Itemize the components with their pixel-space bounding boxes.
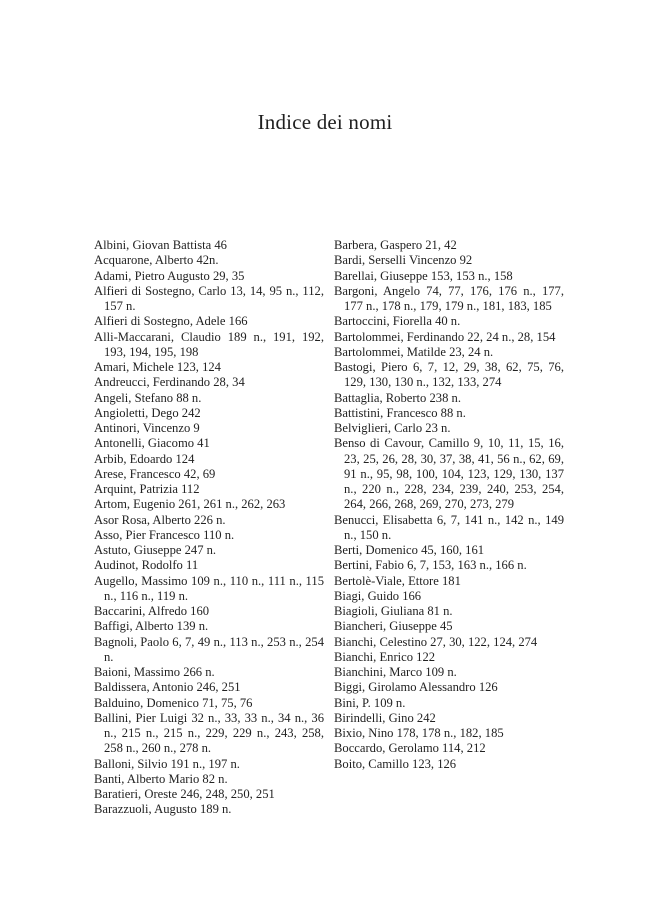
index-entry: Augello, Massimo 109 n., 110 n., 111 n., 115 n., 116 n., 119 n. bbox=[94, 573, 324, 603]
index-entry: Berti, Domenico 45, 160, 161 bbox=[334, 543, 485, 557]
index-entry: Arquint, Patrizia 112 bbox=[94, 482, 200, 496]
index-entry: Bartolommei, Ferdinando 22, 24 n., 28, 154 bbox=[334, 329, 556, 344]
index-entry: Biagi, Guido 166 bbox=[334, 588, 422, 603]
index-entry: Arese, Francesco 42, 69 bbox=[94, 466, 216, 481]
index-entry: Baldissera, Antonio 246, 251 bbox=[94, 680, 241, 695]
index-entry: Baratieri, Oreste 246, 248, 250, 251 bbox=[94, 787, 275, 801]
index-entry: Alli-Maccarani, Claudio 189 n., 191, 192, 193, 194, 195, 198 bbox=[94, 329, 324, 359]
index-entry: Antonelli, Giacomo 41 bbox=[94, 436, 210, 451]
index-entry: Balloni, Silvio 191 n., 197 n. bbox=[94, 756, 240, 771]
index-entry: Acquarone, Alberto 42n. bbox=[94, 253, 219, 268]
index-entry: Amari, Michele 123, 124 bbox=[94, 360, 221, 374]
index-entry: Bertini, Fabio 6, 7, 153, 163 n., 166 n. bbox=[334, 558, 527, 573]
index-entry: Angeli, Stefano 88 n. bbox=[94, 390, 202, 405]
index-entry: Adami, Pietro Augusto 29, 35 bbox=[94, 268, 245, 283]
index-entry: Boito, Camillo 123, 126 bbox=[334, 756, 457, 771]
index-entry: Bagnoli, Paolo 6, 7, 49 n., 113 n., 253 n., 254 n. bbox=[94, 634, 324, 664]
index-entry: Bertolè-Viale, Ettore 181 bbox=[334, 573, 461, 588]
index-entry: Battistini, Francesco 88 n. bbox=[334, 405, 466, 420]
index-entry: Barazzuoli, Augusto 189 n. bbox=[94, 802, 232, 817]
index-entry: Asso, Pier Francesco 110 n. bbox=[94, 527, 235, 542]
index-entry: Battaglia, Roberto 238 n. bbox=[334, 390, 461, 405]
index-entry: Barbera, Gaspero 21, 42 bbox=[334, 238, 457, 252]
index-entry: Belviglieri, Carlo 23 n. bbox=[334, 421, 451, 435]
index-entry: Artom, Eugenio 261, 261 n., 262, 263 bbox=[94, 497, 286, 512]
index-entry: Bartolommei, Matilde 23, 24 n. bbox=[334, 344, 494, 359]
index-entry: Bargoni, Angelo 74, 77, 176, 176 n., 177, 177 n., 178 n., 179, 179 n., 181, 183, 185 bbox=[334, 283, 564, 313]
index-entry: Balduino, Domenico 71, 75, 76 bbox=[94, 695, 253, 710]
index-entry: Benucci, Elisabetta 6, 7, 141 n., 142 n., 149 n., 150 n. bbox=[334, 512, 564, 542]
index-entry: Bini, P. 109 n. bbox=[334, 695, 406, 710]
index-column-right bbox=[334, 238, 564, 772]
index-entry: Bastogi, Piero 6, 7, 12, 29, 38, 62, 75, 76, 129, 130, 130 n., 132, 133, 274 bbox=[334, 360, 564, 390]
index-entry: Alfieri di Sostegno, Carlo 13, 14, 95 n., 112, 157 n. bbox=[94, 283, 324, 313]
index-entry: Bardi, Serselli Vincenzo 92 bbox=[334, 253, 473, 268]
index-entry: Bianchi, Celestino 27, 30, 122, 124, 274 bbox=[334, 634, 538, 649]
index-entry: Bianchini, Marco 109 n. bbox=[334, 665, 457, 679]
index-column-left bbox=[94, 238, 324, 818]
index-entry: Biggi, Girolamo Alessandro 126 bbox=[334, 680, 498, 695]
index-entry: Benso di Cavour, Camillo 9, 10, 11, 15, 16, 23, 25, 26, 28, 30, 37, 38, 41, 56 n., 62, 69, 91 n., 95, 98, 100, 104, 123, 129, 130, 137 n., 220 n., 228, 234, 239, 240, 253, 254, 264, 266, 268, 269, 270, 273, 279 bbox=[334, 436, 564, 512]
index-entry: Bixio, Nino 178, 178 n., 182, 185 bbox=[334, 726, 504, 740]
index-entry: Angioletti, Dego 242 bbox=[94, 405, 201, 420]
index-entry: Asor Rosa, Alberto 226 n. bbox=[94, 512, 226, 527]
index-entry: Baccarini, Alfredo 160 bbox=[94, 604, 210, 618]
index-entry: Ballini, Pier Luigi 32 n., 33, 33 n., 34 n., 36 n., 215 n., 215 n., 229, 229 n., 243, 258, 258 n., 260 n., 278 n. bbox=[94, 710, 324, 756]
index-entry: Banti, Alberto Mario 82 n. bbox=[94, 771, 228, 786]
index-entry: Baioni, Massimo 266 n. bbox=[94, 665, 215, 679]
index-entry: Audinot, Rodolfo 11 bbox=[94, 558, 199, 573]
index-entry: Andreucci, Ferdinando 28, 34 bbox=[94, 375, 245, 390]
index-entry: Antinori, Vincenzo 9 bbox=[94, 421, 200, 435]
index-entry: Boccardo, Gerolamo 114, 212 bbox=[334, 741, 486, 756]
index-entry: Baffigi, Alberto 139 n. bbox=[94, 619, 209, 634]
index-entry: Albini, Giovan Battista 46 bbox=[94, 238, 227, 252]
page-title: Indice dei nomi bbox=[257, 110, 393, 134]
index-entry: Astuto, Giuseppe 247 n. bbox=[94, 543, 217, 557]
index-entry: Biagioli, Giuliana 81 n. bbox=[334, 604, 453, 618]
index-entry: Biancheri, Giuseppe 45 bbox=[334, 619, 453, 634]
index-entry: Alfieri di Sostegno, Adele 166 bbox=[94, 314, 248, 329]
index-entry: Barellai, Giuseppe 153, 153 n., 158 bbox=[334, 268, 513, 283]
index-entry: Bartoccini, Fiorella 40 n. bbox=[334, 314, 461, 329]
index-entry: Bianchi, Enrico 122 bbox=[334, 649, 436, 664]
index-entry: Birindelli, Gino 242 bbox=[334, 710, 436, 725]
index-entry: Arbib, Edoardo 124 bbox=[94, 451, 195, 466]
